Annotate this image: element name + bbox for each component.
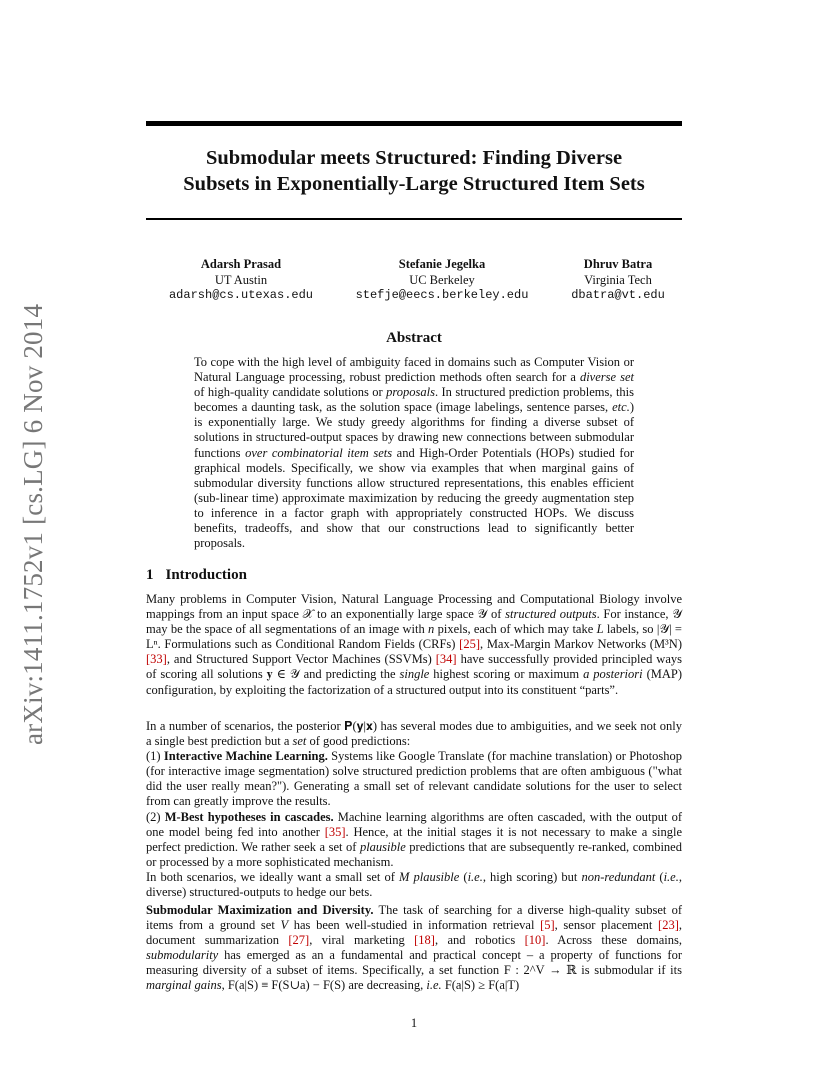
intro-paragraph-2: [146, 719, 682, 900]
para2-closing: In both scenarios, we ideally want a small set of M plausible (i.e., high scoring) but non-redundant (i.e., diverse) structured-outputs to hedge our bets.: [146, 869, 682, 900]
title-line-2: Subsets in Exponentially-Large Structured Item Sets: [183, 173, 645, 195]
section-title: Introduction: [165, 567, 247, 583]
author-name: Dhruv Batra: [583, 257, 653, 271]
title-rule-top: [146, 121, 682, 126]
author-1: [146, 257, 336, 304]
paper-title: [146, 145, 682, 197]
para2-lead: In a number of scenarios, the posterior 𝐏(𝐲|𝐱) has several modes due to ambiguities, and we seek not only a single best prediction but a set of good predictions:: [146, 719, 682, 749]
author-email: dbatra@vt.edu: [571, 288, 665, 302]
author-email: stefje@eecs.berkeley.edu: [355, 288, 529, 302]
author-3: [554, 257, 682, 304]
title-rule-bottom: [146, 218, 682, 220]
paragraph-heading: Submodular Maximization and Diversity.: [146, 903, 374, 917]
author-affiliation: Virginia Tech: [584, 272, 652, 287]
abstract-text: To cope with the high level of ambiguity faced in domains such as Computer Vision or Natural Language processing, robust prediction methods often search for a diverse set of high-quality candidate solutions or proposals. In structured prediction problems, this becomes a daunting task, as the solution space (image labelings, sentence parses, etc.) is exponentially large. We study greedy algorithms for finding a diverse subset of solutions in structured-output spaces by drawing new connections between submodular functions over combinatorial item sets and High-Order Potentials (HOPs) studied for graphical models. Specifically, we show via examples that when marginal gains of submodular diversity functions allow structured representations, this enables efficient (sub-linear time) approximate maximization by reducing the greedy augmentation step to inference in a factor graph with appropriately constructed HOPs. We discuss benefits, tradeoffs, and show that our constructions lead to significantly better proposals.: [194, 355, 635, 551]
intro-paragraph-1: Many problems in Computer Vision, Natural Language Processing and Computational Biology involve mappings from an input space 𝒳 to an exponentially large space 𝒴 of structured outputs. For instance, 𝒴 may be the space of all segmentations of an image with n pixels, each of which may take L labels, so |𝒴| = Lⁿ. Formulations such as Conditional Random Fields (CRFs) [25], Max-Margin Markov Networks (M³N) [33], and Structured Support Vector Machines (SSVMs) [34] have successfully provided principled ways of scoring all solutions 𝐲 ∈ 𝒴 and predicting the single highest scoring or maximum a posteriori (MAP) configuration, by exploiting the factorization of a structured output into its constituent “parts”.: [146, 592, 682, 697]
citation-link[interactable]: [23]: [658, 918, 679, 933]
citation-link[interactable]: [35]: [324, 824, 346, 839]
author-affiliation: UT Austin: [214, 272, 268, 287]
citation-link[interactable]: [25]: [459, 637, 480, 652]
citation-link[interactable]: [27]: [288, 933, 310, 948]
section-number: 1: [146, 567, 154, 583]
list-item-m-best: (2) M-Best hypotheses in cascades. Machine learning algorithms are often cascaded, with the output of one model being fed into another [35]. Hence, at the initial stages it is not necessary to make a single perfect prediction. We rather seek a set of plausible predictions that are subsequently re-ranked, combined or processed by a more sophisticated mechanism.: [146, 809, 683, 869]
citation-link[interactable]: [5]: [540, 918, 555, 933]
title-line-1: Submodular meets Structured: Finding Diverse: [205, 147, 623, 169]
author-email: adarsh@cs.utexas.edu: [168, 288, 314, 302]
citation-link[interactable]: [10]: [524, 933, 546, 948]
author-name: Stefanie Jegelka: [398, 257, 486, 271]
author-affiliation: UC Berkeley: [409, 272, 475, 287]
section-heading-introduction: [146, 567, 247, 584]
page-number: 1: [410, 1016, 418, 1030]
author-2: [342, 257, 542, 304]
intro-paragraph-3: Submodular Maximization and Diversity. The task of searching for a diverse high-quality subset of items from a ground set V has been well-studied in information retrieval [5], sensor placement [23], document summarization [27], viral marketing [18], and robotics [10]. Across these domains, submodularity has emerged as an a fundamental and practical concept – a property of functions for measuring diversity of a subset of items. Specifically, a set function F : 2^V → ℝ is submodular if its marginal gains, F(a|S) ≡ F(S∪a) − F(S) are decreasing, i.e. F(a|S) ≥ F(a|T): [146, 903, 682, 993]
arxiv-side-label: arXiv:1411.1752v1 [cs.LG] 6 Nov 2014: [18, 303, 48, 745]
list-item-interactive-ml: (1) Interactive Machine Learning. Systems like Google Translate (for machine translation) or Photoshop (for interactive image segmentation) solve structured prediction problems that are often ambiguous ("what did the user really mean?"). Generating a small set of relevant candidate solutions for the user to select from can greatly improve the results.: [146, 749, 683, 809]
citation-link[interactable]: [34]: [435, 652, 457, 667]
author-name: Adarsh Prasad: [200, 257, 282, 271]
abstract-heading: Abstract: [386, 330, 442, 346]
citation-link[interactable]: [33]: [146, 652, 167, 667]
citation-link[interactable]: [18]: [414, 933, 435, 948]
